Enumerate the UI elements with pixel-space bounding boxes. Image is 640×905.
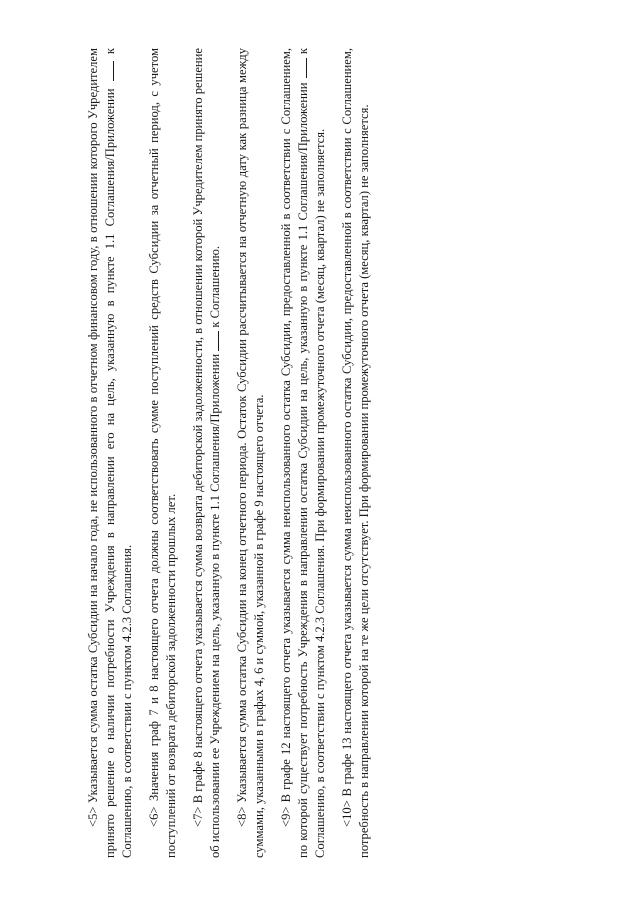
footnote-marker: <10> [339,800,354,827]
footnote-marker: <6> [147,806,162,827]
footnote-7 [190,48,224,858]
footnote-5 [85,48,137,858]
footnote-marker: <5> [86,806,100,827]
footnotes-block [85,48,373,858]
footnote-text-continued: к Соглашению, в соответствии с пунктом 4.2.3 Соглашения. При формировании промежуточного отчета (месяц, квартал) не заполняется. [296,48,328,858]
footnote-text: Указывается сумма остатка Субсидии на конец отчетного периода. Остаток Субсидии рассчитывается на отчетную дату как разница между суммами, указанными в графах 4, 6 и суммой, указанной в графе 9 настоящего отчета. [234,48,267,858]
footnote-marker: <9> [278,806,293,827]
footnote-text: В графе 13 настоящего отчета указывается сумма неиспользованного остатка Субсидии, предоставленной в соответствии с Соглашением, потребность в направлении которой на те же цели отсутствует. При формировании промежуточного отчета (месяц, квартал) не заполняется. [339,47,372,858]
footnote-text: Указывается сумма остатка Субсидии на начало года, не использованного в отчетном финансовом году, в отношении которого Учредителем принято решение о наличии потребности Учреждения в направлении его на цель, указанную в пункте 1.1 Соглашения/Приложении [86,48,118,858]
blank-line [103,61,114,81]
footnote-9 [278,48,330,858]
blank-line [208,331,219,351]
footnote-10 [339,48,373,858]
footnote-text: В графе 12 настоящего отчета указывается сумма неиспользованного остатка Субсидии, предоставленной в соответствии с Соглашением, по которой существует потребность Учреждения в направлении остатка Субсидии на цель, указанную в пункте 1.1 Соглашения/Приложении [278,48,311,858]
rotated-page [85,48,457,858]
footnote-text-continued: к Соглашению. [208,245,223,328]
footnote-8 [234,48,268,858]
footnote-text-continued: к Соглашению, в соответствии с пунктом 4.2.3 Соглашения. [103,48,135,858]
footnote-marker: <7> [191,806,206,827]
blank-line [296,58,307,78]
footnote-marker: <8> [234,806,249,827]
footnote-text: Значения граф 7 и 8 настоящего отчета должны соответствовать сумме поступлений средств Субсидии за отчетный период, с учетом поступлений от возврата дебиторской задолженности прошлых лет. [147,48,179,858]
footnote-text: В графе 8 настоящего отчета указывается сумма возврата дебиторской задолженности, в отношении которой Учредителем принято решение об использовании ее Учреждением на цель, указанную в пункте 1.1 Соглашения/Приложении [191,48,223,858]
footnote-6 [146,48,180,858]
